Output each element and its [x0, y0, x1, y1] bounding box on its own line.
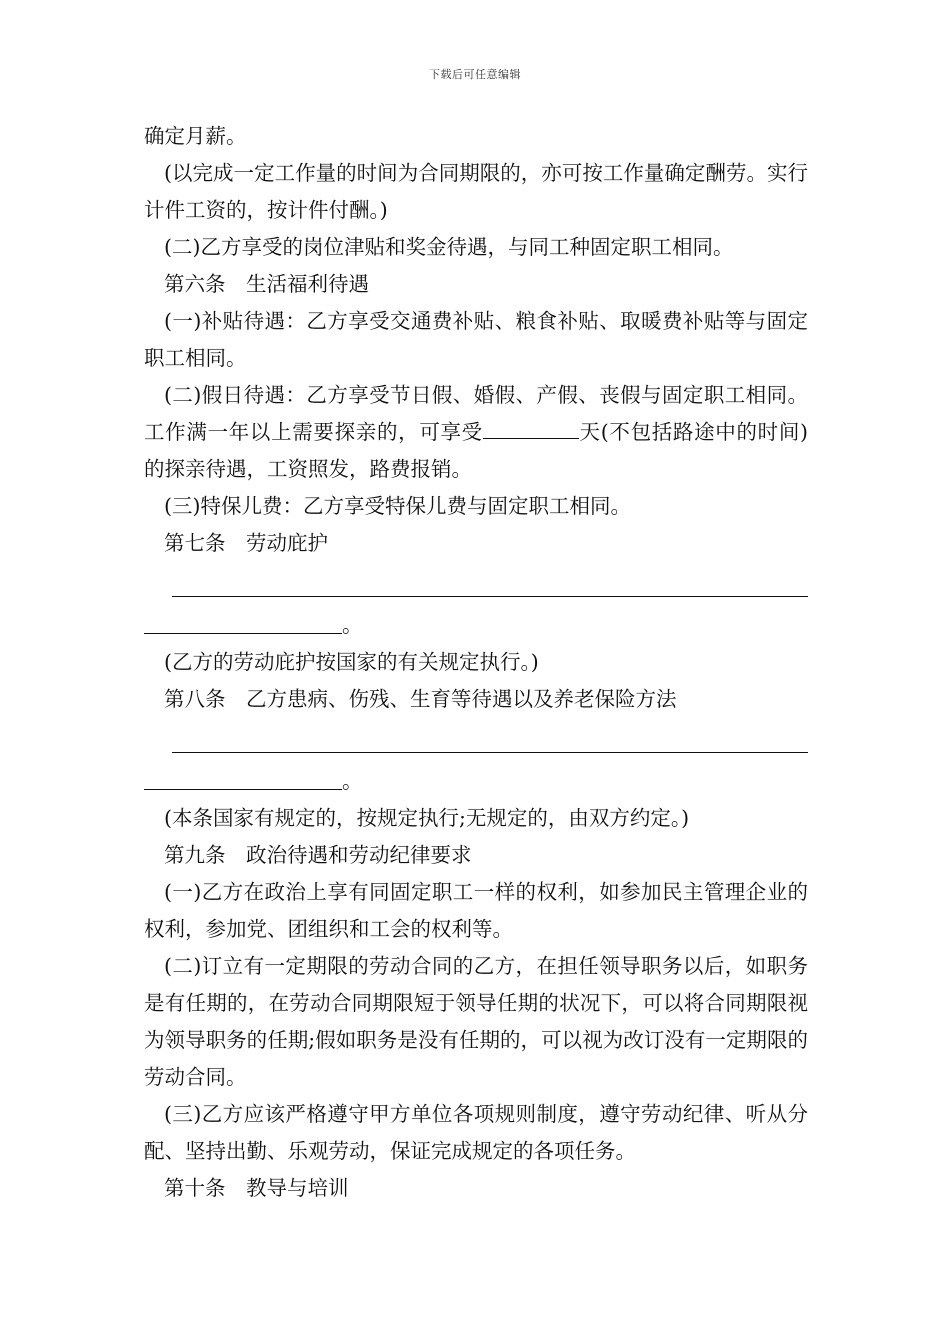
document-body	[144, 118, 808, 1207]
article-9-heading: 第九条 政治待遇和劳动纪律要求	[164, 843, 472, 867]
paragraph-political-rights: (一)乙方在政治上享有同固定职工一样的权利，如参加民主管理企业的权利，参加党、团组织和工会的权利等。	[144, 880, 808, 941]
period: 。	[342, 613, 363, 637]
paragraph-national-rule-note: (本条国家有规定的，按规定执行;无规定的，由双方约定。)	[164, 806, 690, 830]
fill-line-end	[144, 607, 808, 644]
fill-line	[144, 726, 808, 763]
paragraph-protection-note: (乙方的劳动庇护按国家的有关规定执行。)	[164, 650, 539, 674]
paragraph-monthly-salary: 确定月薪。	[144, 124, 247, 148]
paragraph-holiday	[144, 377, 808, 488]
period: 。	[342, 769, 363, 793]
paragraph-subsidy: (一)补贴待遇：乙方享受交通费补贴、粮食补贴、取暖费补贴等与固定职工相同。	[144, 309, 808, 370]
article-6-heading: 第六条 生活福利待遇	[164, 272, 369, 296]
paragraph-special-child: (三)特保儿费：乙方享受特保儿费与固定职工相同。	[164, 494, 631, 518]
paragraph-discipline: (三)乙方应该严格遵守甲方单位各项规则制度，遵守劳动纪律、听从分配、坚持出勤、乐观劳动，保证完成规定的各项任务。	[144, 1102, 808, 1163]
fill-line-end	[144, 763, 808, 800]
days-blank-field	[483, 418, 579, 439]
fill-line	[144, 570, 808, 607]
paragraph-allowance: (二)乙方享受的岗位津贴和奖金待遇，与同工种固定职工相同。	[164, 235, 734, 259]
holiday-text-before-blank: (二)假日待遇：乙方享受节日假、婚假、产假、丧假与固定职工相同。工作满一年以上需要探亲的，可享受	[144, 383, 808, 444]
paragraph-workload-note: (以完成一定工作量的时间为合同期限的，亦可按工作量确定酬劳。实行计件工资的，按计件付酬。)	[144, 161, 808, 222]
article-8-heading: 第八条 乙方患病、伤残、生育等待遇以及养老保险方法	[164, 687, 677, 711]
page-header: 下载后可任意编辑	[429, 68, 521, 81]
article-7-heading: 第七条 劳动庇护	[164, 531, 328, 555]
holiday-text-after-blank: 天(不包括路途中的时间)的探亲待遇，工资照发，路费报销。	[144, 420, 808, 481]
paragraph-leadership-term: (二)订立有一定期限的劳动合同的乙方，在担任领导职务以后，如职务是有任期的，在劳动合同期限短于领导任期的状况下，可以将合同期限视为领导职务的任期;假如职务是没有任期的，可以视为改订没有一定期限的劳动合同。	[144, 954, 808, 1089]
article-10-heading: 第十条 教导与培训	[164, 1176, 349, 1200]
